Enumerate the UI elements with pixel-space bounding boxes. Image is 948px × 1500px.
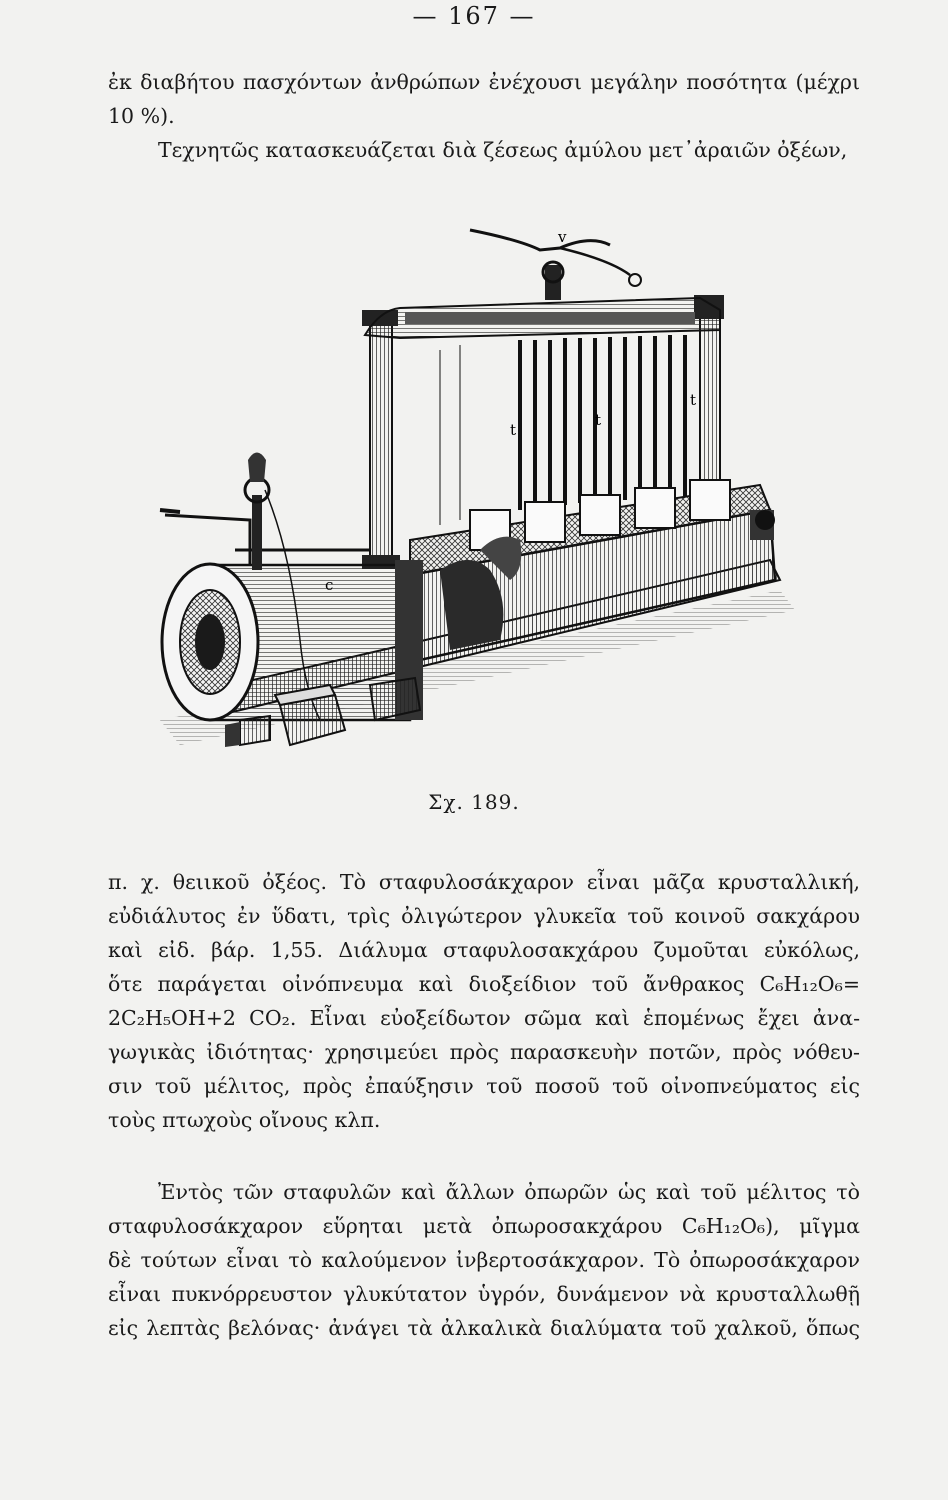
text-line: Τεχνητῶς κατασκευάζεται διὰ ζέσεως ἀμύλου μετ᾽ἀραιῶν ὀξέων,: [158, 138, 848, 162]
figure-label-t: t: [690, 391, 697, 409]
text-line: δὲ τούτων εἶναι τὸ καλούμενον ἰνβερτοσάκχαρον. Τὸ ὀπωροσάκχαρον: [108, 1248, 860, 1272]
paragraph-2: [108, 1175, 860, 1345]
figure-caption: Σχ. 189.: [428, 790, 520, 814]
text-line: π. χ. θειικοῦ ὀξέος. Τὸ σταφυλοσάκχαρον εἶναι μᾶζα κρυσταλλική,: [108, 870, 860, 894]
top-text: [108, 65, 860, 167]
distillation-apparatus-figure: [140, 220, 800, 765]
text-line: 2C₂H₅OH+2 CO₂. Εἶναι εὐοξείδωτον σῶμα καὶ ἑπομένως ἔχει ἀνα-: [108, 1006, 860, 1030]
text-line: σιν τοῦ μέλιτος, πρὸς ἐπαύξησιν τοῦ ποσοῦ τοῦ οἰνοπνεύματος εἰς: [108, 1074, 860, 1098]
page-number: — 167 —: [412, 2, 536, 30]
text-line: εἰς λεπτὰς βελόνας· ἀνάγει τὰ ἀλκαλικὰ διαλύματα τοῦ χαλκοῦ, ὅπως: [108, 1316, 860, 1340]
text-line: 10 %).: [108, 104, 175, 128]
figure-label-v: v: [558, 228, 567, 246]
paragraph-1: [108, 865, 860, 1137]
text-line: Ἐντὸς τῶν σταφυλῶν καὶ ἄλλων ὀπωρῶν ὡς καὶ τοῦ μέλιτος τὸ: [158, 1180, 860, 1204]
text-line: ὅτε παράγεται οἰνόπνευμα καὶ διοξείδιον τοῦ ἄνθρακος C₆H₁₂O₆=: [108, 972, 860, 996]
apparatus-illustration: [140, 220, 800, 765]
text-line: εὐδιάλυτος ἐν ὕδατι, τρὶς ὀλιγώτερον γλυκεῖα τοῦ κοινοῦ σακχάρου: [108, 904, 860, 928]
text-line: καὶ εἰδ. βάρ. 1,55. Διάλυμα σταφυλοσακχάρου ζυμοῦται εὐκόλως,: [108, 938, 860, 962]
figure-label-t: t: [510, 421, 517, 439]
text-line: γωγικὰς ἰδιότητας· χρησιμεύει πρὸς παρασκευὴν ποτῶν, πρὸς νόθευ-: [108, 1040, 860, 1064]
text-line: ἐκ διαβήτου πασχόντων ἀνθρώπων ἐνέχουσι μεγάλην ποσότητα (μέχρι: [108, 70, 860, 94]
text-line: τοὺς πτωχοὺς οἴνους κλπ.: [108, 1108, 381, 1132]
figure-label-t: t: [595, 411, 602, 429]
text-line: εἶναι πυκνόρρευστον γλυκύτατον ὑγρόν, δυνάμενον νὰ κρυσταλλωθῇ: [108, 1282, 860, 1306]
figure-label-c: c: [325, 576, 334, 594]
text-line: σταφυλοσάκχαρον εὕρηται μετὰ ὀπωροσακχάρου C₆H₁₂O₆), μῖγμα: [108, 1214, 860, 1238]
